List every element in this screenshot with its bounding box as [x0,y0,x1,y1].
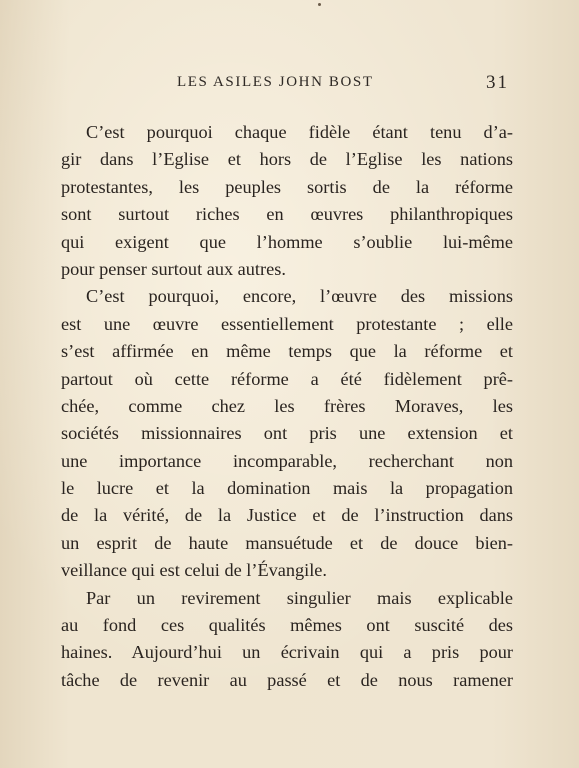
text-line: C’est pourquoi, encore, l’œuvre des missions [86,286,513,307]
text-line: une importance incomparable, recherchant non [61,450,513,471]
text-line: de la vérité, de la Justice et de l’instruction dans [61,505,513,526]
running-title: LES ASILES JOHN BOST [177,74,374,90]
text-line: veillance qui est celui de l’Évangile. [61,560,327,581]
text-line: au fond ces qualités mêmes ont suscité des [61,615,513,636]
running-head [0,74,579,98]
page-number: 31 [486,72,509,93]
text-line: partout où cette réforme a été fidèlement prê- [61,368,513,389]
text-line: est une œuvre essentiellement protestante ; elle [61,313,513,334]
text-line: protestantes, les peuples sortis de la réforme [61,176,513,197]
print-speck [318,3,321,6]
text-line: le lucre et la domination mais la propagation [61,478,513,499]
text-line: un esprit de haute mansuétude et de douce bien- [61,532,513,553]
text-line: sociétés missionnaires ont pris une extension et [61,423,513,444]
text-line: qui exigent que l’homme s’oublie lui-même [61,231,513,252]
text-line: sont surtout riches en œuvres philanthropiques [61,204,513,225]
text-line: s’est affirmée en même temps que la réforme et [61,341,513,362]
body-text [61,119,513,694]
text-line: Par un revirement singulier mais explicable [86,587,513,608]
text-line: C’est pourquoi chaque fidèle étant tenu d’a- [86,122,513,142]
text-line: gir dans l’Eglise et hors de l’Eglise les nations [61,149,513,170]
text-line: chée, comme chez les frères Moraves, les [61,395,513,416]
text-line: haines. Aujourd’hui un écrivain qui a pris pour [61,642,513,663]
text-line: tâche de revenir au passé et de nous ramener [61,669,513,690]
text-line: pour penser surtout aux autres. [61,258,286,279]
